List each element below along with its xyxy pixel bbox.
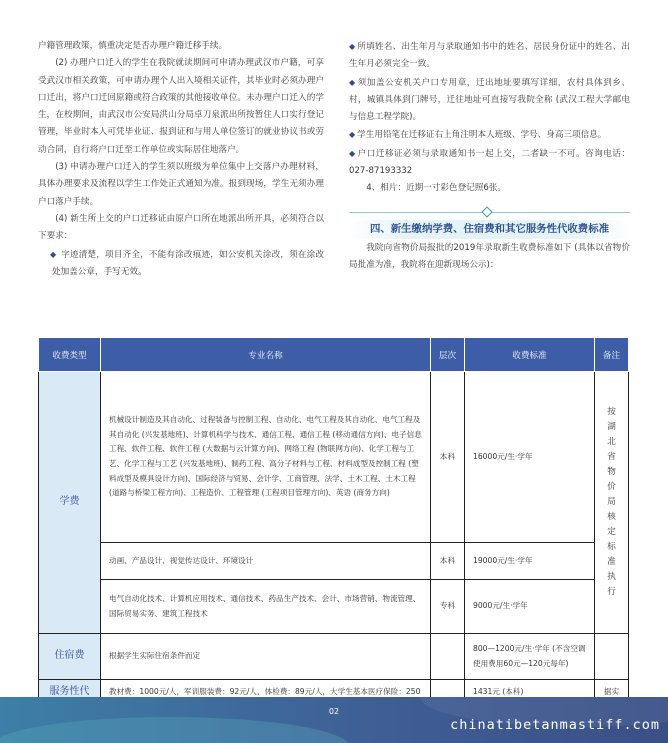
header-category: 收费类型	[39, 338, 101, 372]
service-desc-cell: 教材费：1000元/人，军训服装费：92元/人，体检费：89元/人，大学生基本医疗保险：250	[101, 680, 431, 720]
header-level: 层次	[431, 338, 465, 372]
header-standard: 收费标准	[465, 338, 595, 372]
lodging-desc-cell: 根据学生实际住宿条件而定	[101, 634, 431, 680]
requirement-legibility	[38, 246, 324, 282]
service-standard-undergrad: 1431元 (本科)	[473, 686, 524, 696]
photo-requirement: 4、相片：近期一寸彩色登记照6张。	[366, 183, 507, 194]
diamond-bullet-icon: ◆	[349, 130, 356, 140]
service-note-cell: 据实	[595, 680, 629, 720]
table-row	[39, 372, 629, 543]
requirement-police-stamp-text: 须加盖公安机关户口专用章，迁出地址要填写详细，农村具体到乡、村，城镇具体到门牌号，迁往地址可直接写我院全称 (武汉工程大学邮电与信息工程学院)。	[349, 77, 630, 123]
fee-table-header-row	[39, 338, 629, 372]
category-service: 服务性代	[39, 680, 101, 720]
left-text-column	[38, 38, 324, 281]
level-cell: 本科	[431, 543, 465, 580]
tuition-note-cell	[595, 372, 629, 634]
header-note: 备注	[595, 338, 629, 372]
requirement-name-match-text: 所填姓名、出生年月与录取通知书中的姓名、居民身份证中的姓名、出生年月必须完全一致。	[349, 42, 630, 70]
paragraph-item-4: (4) 新生所上交的户口迁移证由原户口所在地派出所开具，必须符合以下要求：	[38, 213, 324, 242]
diamond-bullet-icon: ◆	[50, 249, 57, 259]
diamond-bullet-icon: ◆	[349, 148, 356, 158]
page-footer	[0, 697, 668, 743]
page-number: 02	[328, 707, 340, 716]
fee-table	[38, 337, 629, 720]
majors-cell: 机械设计制造及其自动化、过程装备与控制工程、自动化、电气工程及其自动化、电气工程及其自动化 (兴发基地班)、计算机科学与技术、通信工程、通信工程 (移动通信方向)、电子信息工程、软件工程、软件工程 (大数据与云计算方向)、网络工程 (物联网方向)、化学工程与工艺、化学工程与工艺 (兴发基地班)、制药工程、高分子材料与工程、材料成型及控制工程 (塑料成型及模具设计方向)、国际经济与贸易、会计学、工商管理、法学、土木工程、土木工程 (道路与桥梁工程方向)、工程造价、工程管理 (工程项目管理方向)、英语 (商务方向)	[101, 372, 431, 543]
tuition-note-text: 按湖北省物价局核定标准执行	[607, 407, 616, 597]
majors-cell: 电气自动化技术、计算机应用技术、通信技术、药品生产技术、会计、市场营销、物流管理、国际贸易实务、建筑工程技术	[101, 580, 431, 634]
table-row	[39, 580, 629, 634]
category-lodging: 住宿费	[39, 634, 101, 680]
diamond-bullet-icon: ◆	[349, 77, 356, 87]
standard-cell: 9000元/生·学年	[465, 580, 595, 634]
requirement-name-match	[349, 38, 630, 74]
requirement-submit-together	[349, 145, 630, 181]
section-intro: 我院向省物价局报批的2019年录取新生收费标准如下 (具体以省物价局批准为准，我院将在迎新现场公示)：	[349, 242, 630, 270]
section-heading	[349, 207, 630, 240]
paragraph-household-policy: 户籍管理政策，慎重决定是否办理户籍迁移手续。	[38, 41, 228, 51]
requirement-legibility-text: 字迹清楚，项目齐全，不能有涂改痕迹，如公安机关涂改，须在涂改处加盖公章，手写无效。	[52, 249, 324, 277]
lodging-level-cell	[431, 634, 465, 680]
lodging-note-cell	[595, 634, 629, 680]
watermark: chinatibetanmastiff.com	[450, 717, 660, 733]
right-text-column	[349, 38, 630, 274]
requirement-pencil-note	[349, 126, 630, 144]
table-row	[39, 543, 629, 580]
diamond-bullet-icon: ◆	[349, 42, 356, 51]
requirement-pencil-note-text: 学生用铅笔在迁移证右上角注明本人班级、学号、身高三项信息。	[357, 130, 607, 141]
standard-cell: 16000元/生·学年	[465, 372, 595, 543]
paragraph-item-3: (3) 申请办理户口迁入的学生须以班级为单位集中上交落户办理材料，具体办理要求及流程以学生工作处正式通知为准。报到现场，学生无须办理户口落户手续。	[38, 162, 324, 207]
paragraph-item-2: (2) 办理户口迁入的学生在我院就读期间可申请办理武汉市户籍，可享受武汉市相关政策，可申请办理个人出入境相关证件，其毕业时必须办理户口迁出，将户口迁回原籍或符合政策的其他接收单位。未办理户口迁入的学生，在校期间，由武汉市公安局洪山分局卓刀泉派出所按暂住人口实行登记管理，毕业时本人可凭毕业证、报到证和与用人单位签订的就业协议书或劳动合同，自行将户口迁至工作单位或实际居住地落户。	[38, 58, 324, 155]
table-row	[39, 634, 629, 680]
section-title: 四、新生缴纳学费、住宿费和其它服务性代收费标准	[349, 220, 630, 239]
diamond-ornament-icon	[481, 206, 492, 217]
level-cell: 本科	[431, 372, 465, 543]
requirement-submit-together-text: 户口迁移证必须与录取通知书一起上交，二者缺一不可。咨询电话：027-87193332	[349, 148, 630, 177]
level-cell: 专科	[431, 580, 465, 634]
majors-cell: 动画、产品设计、视觉传达设计、环境设计	[101, 543, 431, 580]
header-majors: 专业名称	[101, 338, 431, 372]
requirement-police-stamp	[349, 74, 630, 127]
lodging-standard-cell: 800—1200元/生·学年 (不含空调使用费用60元—120元每年)	[465, 634, 595, 680]
category-tuition: 学费	[39, 372, 101, 634]
standard-cell: 19000元/生·学年	[465, 543, 595, 580]
